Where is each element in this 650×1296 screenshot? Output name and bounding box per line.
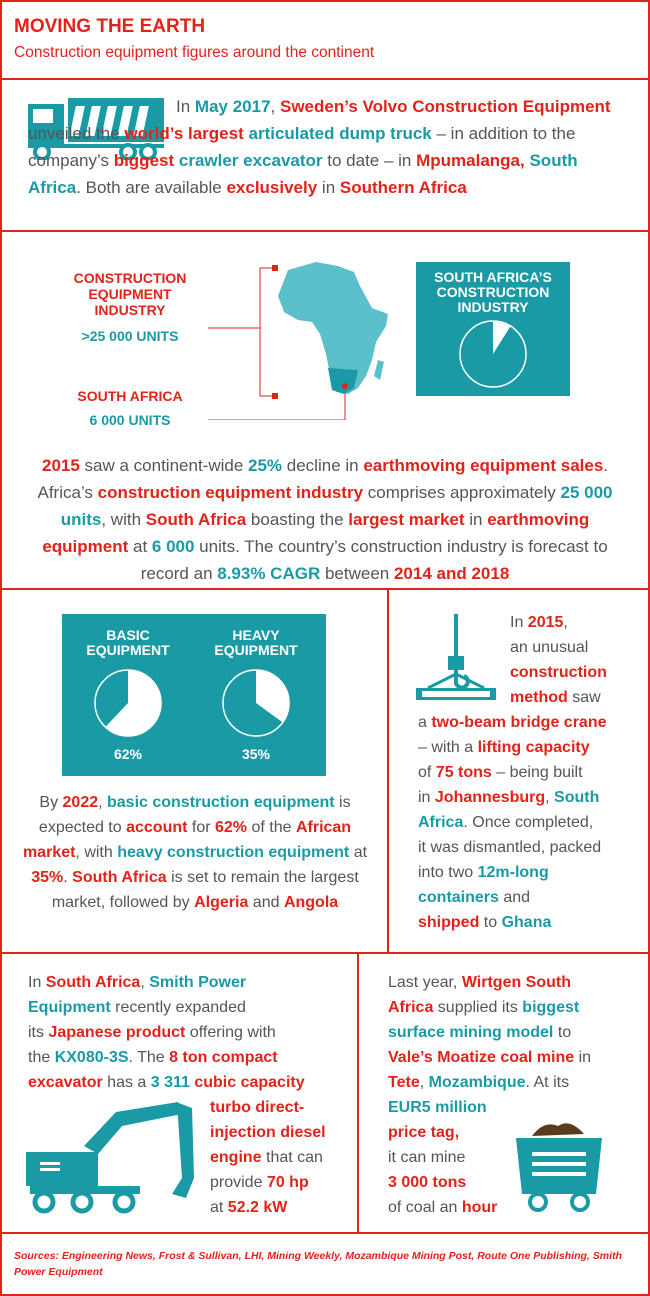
wirtgen-paragraph: Last year, Wirtgen South Africa supplied its biggest surface mining model to Vale’s Moatize coal mine in Tete, Mozambique. At its EUR5 million price tag, it can mine 3 000 tons of coal an hour: [388, 974, 592, 1216]
crane-paragraph: In 2015, an unusual construction method saw a two-beam bridge crane – with a lifting capacity of 75 tons – being built in Johannesburg, South Africa. Once completed, it was dismantled, packed into two 12m-long containers and shipped to Ghana: [418, 614, 607, 931]
divider: [0, 952, 650, 954]
excavator-icon: [26, 1098, 202, 1214]
equipment-share-box: BASIC EQUIPMENT 62% HEAVY EQUIPMENT 35%: [62, 614, 326, 776]
divider: [0, 78, 650, 80]
sources-footnote: Sources: Engineering News, Frost & Sullivan, LHI, Mining Weekly, Mozambique Mining Post, Route One Publishing, Smith Power Equipment: [14, 1250, 622, 1278]
industry-label: CONSTRUCTION EQUIPMENT INDUSTRY >25 000 UNITS: [73, 270, 187, 344]
page-title: MOVING THE EARTH: [14, 16, 206, 37]
divider: [0, 588, 650, 590]
smith-paragraph: In South Africa, Smith Power Equipment recently expanded its Japanese product offering with the KX080-3S. The 8 ton compact excavator has a 3 311 cubic capacity turbo direct- injection diesel engine that can provide 70 hp at 52.2 kW: [28, 974, 326, 1216]
page-subtitle: Construction equipment figures around the continent: [14, 44, 375, 61]
mining-cart-icon: [514, 1118, 604, 1214]
forecast-paragraph: By 2022, basic construction equipment is expected to account for 62% of the African market, with heavy construction equipment at 35%. South Africa is set to remain the largest market, followed by Algeria and Angola: [22, 794, 368, 911]
divider: [357, 952, 359, 1234]
divider: [0, 1232, 650, 1234]
africa-map: [208, 250, 408, 420]
divider: [0, 230, 650, 232]
divider: [387, 588, 389, 954]
volvo-paragraph: In May 2017, Sweden’s Volvo Construction Equipment unveiled the world’s largest articulated dump truck – in addition to the company’s biggest crawler excavator to date – in Mpumalanga, South Africa. Both are available exclusively in Southern Africa: [28, 97, 611, 197]
south-africa-label: SOUTH AFRICA 6 000 UNITS: [77, 388, 183, 428]
cagr-box: SOUTH AFRICA’S CONSTRUCTION INDUSTRY CAGR 8.93%: [416, 262, 570, 396]
cagr-pie: [458, 319, 528, 389]
continent-paragraph: 2015 saw a continent-wide 25% decline in earthmoving equipment sales. Africa’s construction equipment industry comprises approximately 25 000 units, with South Africa boasting the largest market in earthmoving equipment at 6 000 units. The country’s construction industry is forecast to record an 8.93% CAGR between 2014 and 2018: [37, 456, 613, 583]
heavy-equipment-pie: [221, 668, 291, 738]
header: [14, 16, 374, 62]
basic-equipment-pie: [93, 668, 163, 738]
